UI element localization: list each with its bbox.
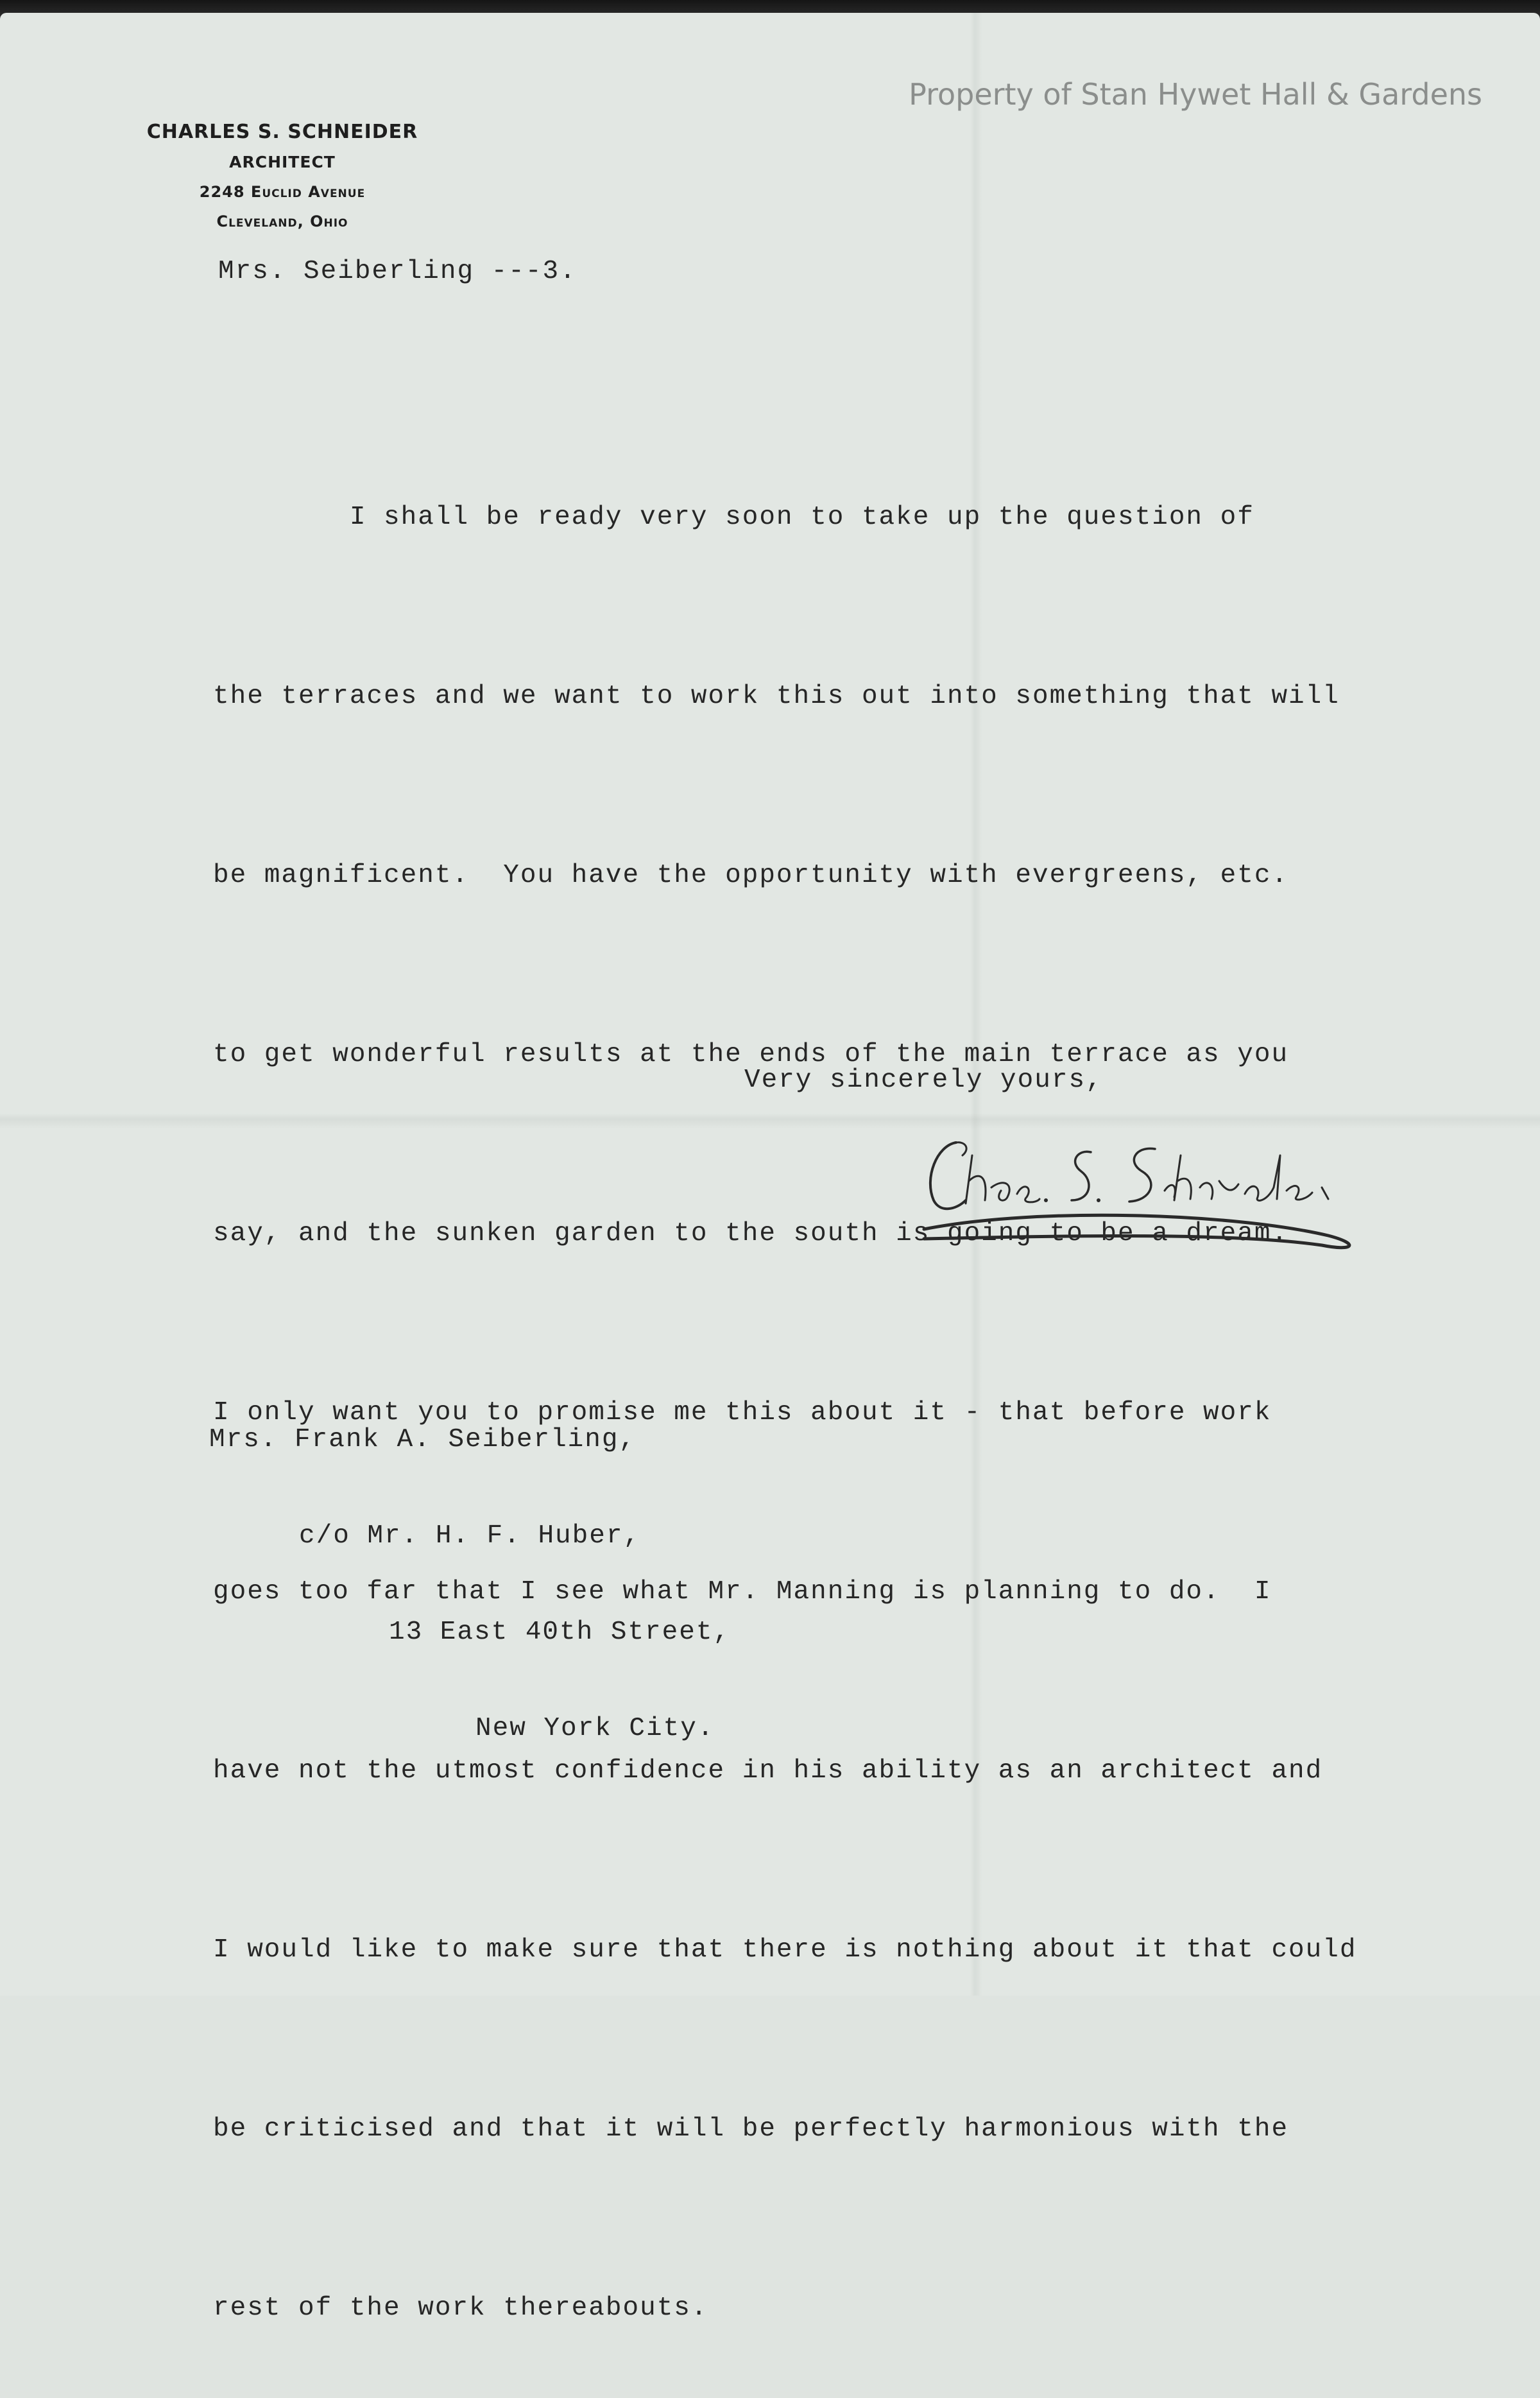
- body-line: be criticised and that it will be perfectly harmonious with the: [213, 2114, 1289, 2144]
- body-line: to get wonderful results at the ends of the main terrace as you: [213, 1040, 1289, 1069]
- address-line: Mrs. Frank A. Seiberling,: [209, 1425, 637, 1454]
- page-reference: Mrs. Seiberling ---3.: [218, 257, 577, 286]
- recipient-address: [209, 1359, 730, 1777]
- letterhead: [128, 117, 436, 236]
- body-line: goes too far that I see what Mr. Manning is planning to do. I: [213, 1577, 1272, 1607]
- closing-salutation: Very sincerely yours,: [744, 1065, 1103, 1095]
- address-line: 13 East 40th Street,: [389, 1617, 731, 1647]
- body-line: say, and the sunken garden to the south is going to be a dream.: [213, 1219, 1289, 1248]
- letterhead-name: CHARLES S. SCHNEIDER: [146, 121, 418, 143]
- letterhead-title: ARCHITECT: [229, 153, 336, 171]
- watermark-text: Property of Stan Hywet Hall & Gardens: [909, 77, 1482, 112]
- body-line: I only want you to promise me this about it - that before work: [213, 1398, 1272, 1428]
- body-line: I would like to make sure that there is nothing about it that could: [213, 1935, 1357, 1965]
- letterhead-street: 2248 Euclid Avenue: [199, 183, 366, 201]
- address-line: c/o Mr. H. F. Huber,: [299, 1521, 641, 1551]
- body-line: the terraces and we want to work this out into something that will: [213, 682, 1340, 711]
- body-line: have not the utmost confidence in his ability as an architect and: [213, 1756, 1323, 1786]
- body-line: I shall be ready very soon to take up the question of: [213, 503, 1254, 532]
- letterhead-city: Cleveland, Ohio: [216, 212, 348, 230]
- body-line: rest of the work thereabouts.: [213, 2293, 708, 2323]
- body-line: be magnificent. You have the opportunity with evergreens, etc.: [213, 861, 1289, 890]
- signature-image: [911, 1117, 1412, 1264]
- address-line: New York City.: [475, 1714, 715, 1743]
